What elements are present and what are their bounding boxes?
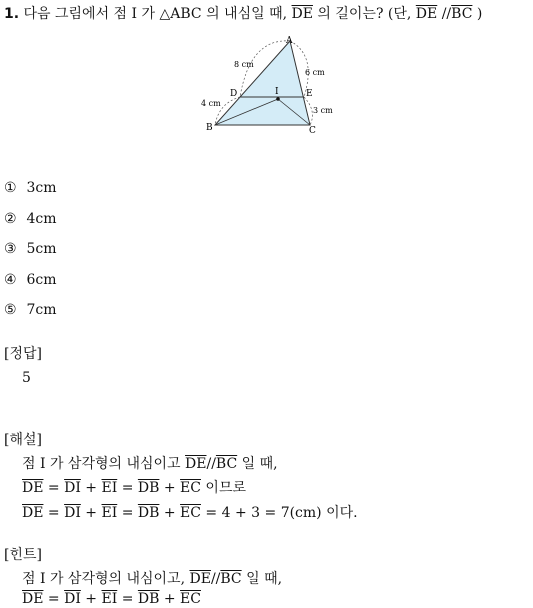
question-number: 1. bbox=[4, 6, 20, 22]
point-i bbox=[276, 97, 280, 101]
label-a: A bbox=[286, 36, 293, 46]
length-ae: 6 cm bbox=[305, 68, 325, 77]
explanation-heading: [해설] bbox=[4, 432, 42, 448]
hint-heading: [힌트] bbox=[4, 547, 42, 563]
hint-line-2: $\overline{DE} = \overline{DI} + \overline{EI} = \overline{DB} + \overline{EC}$ bbox=[22, 591, 201, 607]
label-b: B bbox=[206, 123, 213, 133]
label-i: I bbox=[275, 87, 279, 97]
length-ad: 8 cm bbox=[234, 60, 254, 69]
answer-value: 5 bbox=[22, 370, 31, 386]
choice-4[interactable]: ④ 6cm bbox=[4, 272, 57, 288]
choice-5[interactable]: ⑤ 7cm bbox=[4, 302, 57, 318]
explanation-line-2: $\overline{DE} = \overline{DI} + \overline{EI} = \overline{DB} + \overline{EC}$ 이므로 bbox=[22, 480, 247, 496]
triangle-figure bbox=[195, 33, 335, 138]
answer-heading: [정답] bbox=[4, 346, 42, 362]
choice-3[interactable]: ③ 5cm bbox=[4, 241, 57, 257]
length-db: 4 cm bbox=[201, 99, 221, 108]
label-e: E bbox=[306, 89, 313, 99]
hint-line-1: 점 I 가 삼각형의 내심이고, $\overline{DE}//\overline{BC}$ 일 때, bbox=[22, 571, 283, 587]
label-c: C bbox=[309, 126, 316, 136]
explanation-line-1: 점 I 가 삼각형의 내심이고 $\overline{DE}//\overline{BC}$ 일 때, bbox=[22, 456, 278, 472]
choice-1[interactable]: ① 3cm bbox=[4, 180, 57, 196]
length-ec: 3 cm bbox=[313, 106, 333, 115]
explanation-line-3: $\overline{DE} = \overline{DI} + \overline{EI} = \overline{DB} + \overline{EC} = 4 + 3 = 7(cm)$ 이다. bbox=[22, 505, 358, 521]
label-d: D bbox=[230, 89, 238, 99]
choice-2[interactable]: ② 4cm bbox=[4, 211, 57, 227]
question-text: 1. 다음 그림에서 점 I 가 △ABC 의 내심일 때, $\overline{DE}$ 의 길이는? (단, $\overline{DE}$ $//\overline{BC}$ ) bbox=[4, 6, 483, 22]
triangle-abc bbox=[215, 41, 310, 125]
